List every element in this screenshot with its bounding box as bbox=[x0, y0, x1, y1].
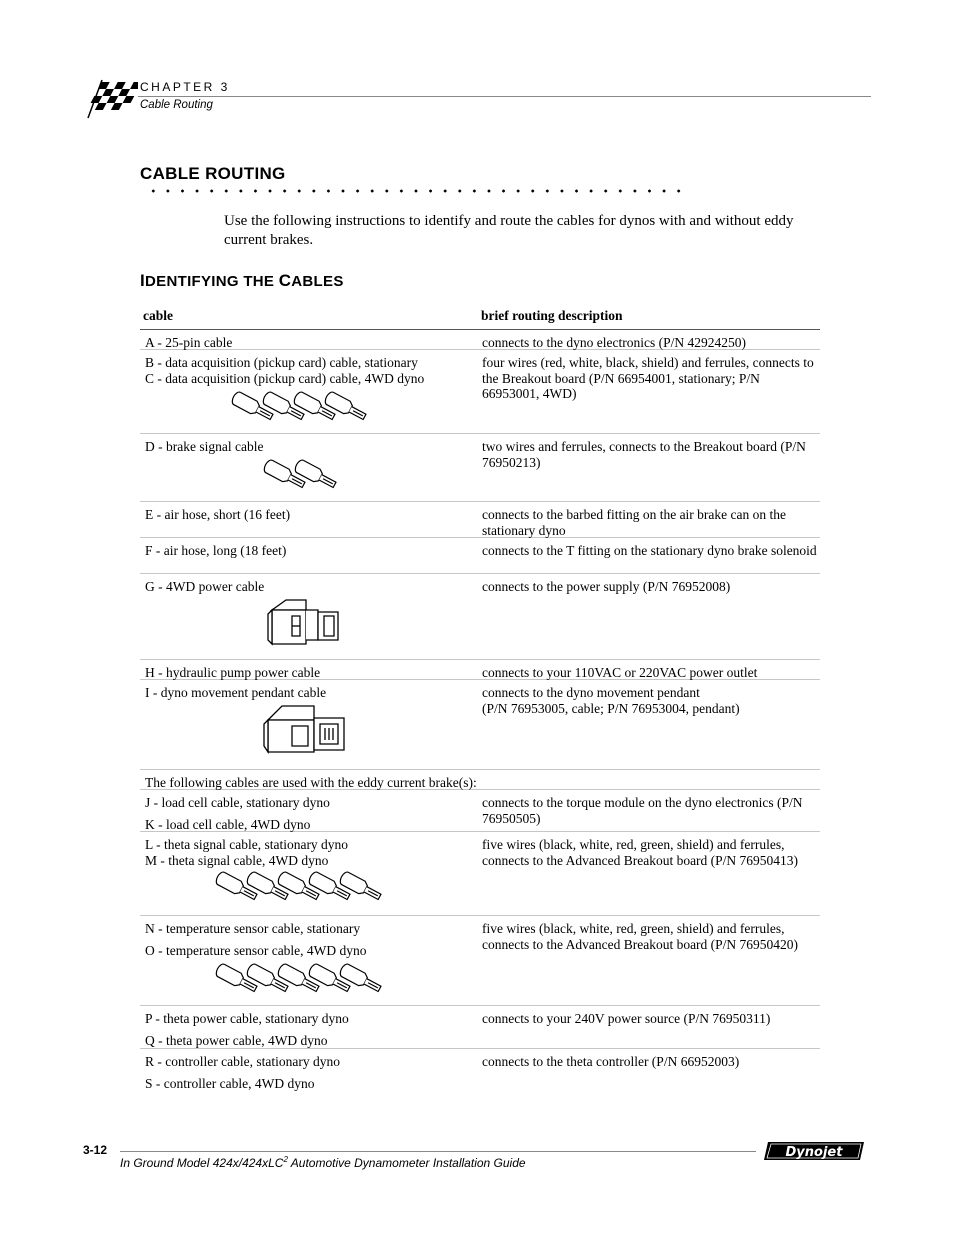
table-row bbox=[140, 350, 820, 434]
column-header-cable: cable bbox=[143, 308, 173, 323]
section-title: CABLE ROUTING bbox=[140, 164, 286, 183]
cable-label: G - 4WD power cable bbox=[145, 579, 265, 594]
chapter-subtitle: Cable Routing bbox=[140, 99, 213, 111]
subsection-title-rest: ABLES bbox=[291, 273, 344, 290]
cable-label: K - load cell cable, 4WD dyno bbox=[145, 816, 311, 832]
cable-description: five wires (black, white, red, green, shield) and ferrules, connects to the Advanced Breakout board (P/N 76950420) bbox=[482, 921, 799, 952]
cable-description: connects to the barbed fitting on the air brake can on the stationary dyno bbox=[482, 507, 787, 538]
cable-description: connects to the theta controller (P/N 66952003) bbox=[482, 1054, 740, 1069]
cable-description: connects to your 240V power source (P/N 76950311) bbox=[482, 1011, 771, 1026]
table-row bbox=[140, 330, 820, 350]
footer-guide-title-sup: 2 bbox=[283, 1155, 288, 1164]
table-row bbox=[140, 832, 820, 916]
ferrules-4-icon bbox=[230, 388, 380, 426]
intro-paragraph: Use the following instructions to identify and route the cables for dynos with and without eddy current brakes. bbox=[224, 213, 794, 248]
subsection-title-rest: DENTIFYING THE bbox=[145, 273, 279, 290]
cable-label: D - brake signal cable bbox=[145, 439, 264, 454]
cable-label: R - controller cable, stationary dyno bbox=[145, 1054, 340, 1069]
checkered-flag-icon bbox=[82, 74, 138, 120]
page-number: 3-12 bbox=[83, 1143, 108, 1157]
dotted-rule bbox=[146, 189, 686, 193]
chapter-label: CHAPTER 3 bbox=[140, 80, 230, 94]
cable-label: H - hydraulic pump power cable bbox=[145, 665, 321, 680]
cable-label: Q - theta power cable, 4WD dyno bbox=[145, 1032, 328, 1048]
cable-description: two wires and ferrules, connects to the Breakout board (P/N 76950213) bbox=[482, 439, 806, 470]
cable-label: I - dyno movement pendant cable bbox=[145, 685, 327, 700]
column-header-description: brief routing description bbox=[481, 308, 623, 323]
table-row bbox=[140, 538, 820, 574]
table-row bbox=[140, 1006, 820, 1049]
cable-description: connects to the dyno electronics (P/N 42924250) bbox=[482, 335, 746, 350]
table-row bbox=[140, 916, 820, 1006]
cable-label: F - air hose, long (18 feet) bbox=[145, 543, 287, 558]
cable-label: P - theta power cable, stationary dyno bbox=[145, 1011, 349, 1026]
header-rule bbox=[138, 96, 871, 97]
footer-guide-title-end: Automotive Dynamometer Installation Guide bbox=[287, 1156, 526, 1170]
cable-label: L - theta signal cable, stationary dyno bbox=[145, 837, 349, 852]
table-row bbox=[140, 574, 820, 660]
cable-label: J - load cell cable, stationary dyno bbox=[145, 795, 330, 810]
table-row bbox=[140, 502, 820, 538]
cable-description: connects to the T fitting on the stationary dyno brake solenoid bbox=[482, 543, 817, 558]
table-row bbox=[140, 434, 820, 502]
table-note-row bbox=[140, 770, 820, 790]
table-header bbox=[140, 306, 820, 330]
cable-label: M - theta signal cable, 4WD dyno bbox=[145, 852, 329, 868]
table-row bbox=[140, 660, 820, 680]
table-row bbox=[140, 1049, 820, 1091]
cable-label: C - data acquisition (pickup card) cable, 4WD dyno bbox=[145, 370, 425, 386]
dynojet-logo bbox=[762, 1140, 866, 1162]
cable-description: connects to the dyno movement pendant (P/N 76953005, cable; P/N 76953004, pendant) bbox=[482, 685, 740, 716]
eddy-current-note: The following cables are used with the eddy current brake(s): bbox=[145, 775, 477, 790]
cable-label: O - temperature sensor cable, 4WD dyno bbox=[145, 942, 367, 958]
cable-label: A - 25-pin cable bbox=[145, 335, 233, 350]
cable-description: five wires (black, white, red, green, shield) and ferrules, connects to the Advanced Breakout board (P/N 76950413) bbox=[482, 837, 799, 868]
cable-description: connects to your 110VAC or 220VAC power outlet bbox=[482, 665, 758, 680]
power-connector-icon bbox=[266, 596, 342, 654]
table-row bbox=[140, 680, 820, 770]
pendant-connector-icon bbox=[262, 700, 348, 762]
footer-guide-title-main: In Ground Model 424x/424xLC bbox=[120, 1156, 284, 1170]
cable-label: E - air hose, short (16 feet) bbox=[145, 507, 291, 522]
cable-label: S - controller cable, 4WD dyno bbox=[145, 1075, 315, 1091]
cable-table bbox=[140, 306, 820, 1091]
cable-description: connects to the torque module on the dyno electronics (P/N 76950505) bbox=[482, 795, 803, 826]
cable-label: N - temperature sensor cable, stationary bbox=[145, 921, 361, 936]
table-row bbox=[140, 790, 820, 832]
footer-guide-title bbox=[120, 1155, 526, 1170]
subsection-title bbox=[140, 271, 344, 291]
cable-label: B - data acquisition (pickup card) cable, stationary bbox=[145, 355, 418, 370]
subsection-title-initial: C bbox=[278, 271, 292, 290]
cable-description: connects to the power supply (P/N 76952008) bbox=[482, 579, 731, 594]
subsection-title-initial: I bbox=[140, 271, 146, 290]
ferrules-5-icon bbox=[214, 960, 396, 998]
ferrules-5-icon bbox=[214, 868, 396, 906]
ferrules-2-icon bbox=[262, 456, 352, 494]
brand-logo-text: Dynojet bbox=[785, 1145, 843, 1160]
footer-rule bbox=[120, 1151, 756, 1152]
cable-description: four wires (red, white, black, shield) and ferrules, connects to the Breakout board (P/N 66954001, stationary; P/N 66953001, 4WD) bbox=[482, 355, 814, 402]
